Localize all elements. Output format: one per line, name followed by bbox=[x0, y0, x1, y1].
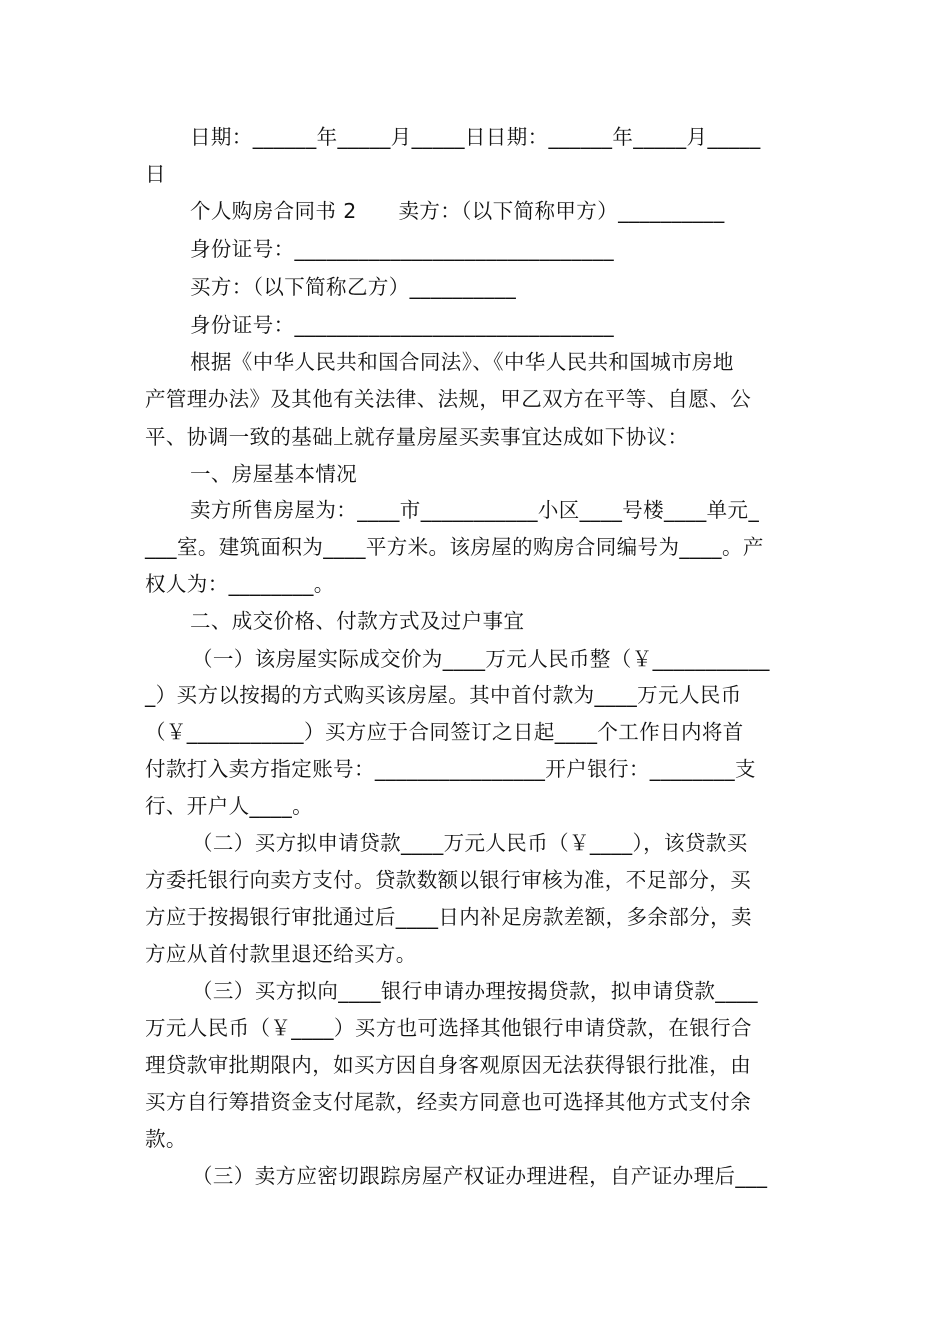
clause-3-line-3: 理贷款审批期限内，如买方因自身客观原因无法获得银行批准，由 bbox=[145, 1053, 752, 1077]
buyer-line: 买方：（以下简称乙方）__________ bbox=[190, 275, 517, 299]
date-line: 日期：______年_____月_____日日期：______年_____月_____ bbox=[190, 125, 761, 149]
property-line-3: 权人为：________。 bbox=[145, 572, 335, 596]
date-line-end: 日 bbox=[145, 162, 166, 186]
clause-3-line-5: 款。 bbox=[145, 1127, 187, 1151]
clause-1-line-1: （一）该房屋实际成交价为____万元人民币整（￥___________ bbox=[192, 647, 770, 671]
buyer-id-line: 身份证号：______________________________ bbox=[190, 313, 614, 337]
clause-3-line-4: 买方自行筹措资金支付尾款，经卖方同意也可选择其他方式支付余 bbox=[145, 1090, 752, 1114]
clause-1-line-5: 行、开户人____。 bbox=[145, 794, 313, 818]
section-heading-2: 二、成交价格、付款方式及过户事宜 bbox=[190, 609, 525, 633]
preamble-line-3: 平、协调一致的基础上就存量房屋买卖事宜达成如下协议： bbox=[145, 425, 689, 449]
clause-4-line-1: （三）卖方应密切跟踪房屋产权证办理进程，自产证办理后___ bbox=[192, 1164, 768, 1188]
property-line-2: ___室。建筑面积为____平方米。该房屋的购房合同编号为____。产 bbox=[145, 535, 764, 559]
clause-2-line-4: 方应从首付款里退还给买方。 bbox=[145, 942, 417, 966]
clause-1-line-4: 付款打入卖方指定账号：________________开户银行：________支 bbox=[145, 757, 756, 781]
section-heading-1: 一、房屋基本情况 bbox=[190, 462, 358, 486]
clause-3-line-1: （三）买方拟向____银行申请办理按揭贷款，拟申请贷款____ bbox=[192, 979, 758, 1003]
clause-1-line-2: _）买方以按揭的方式购买该房屋。其中首付款为____万元人民币 bbox=[145, 683, 742, 707]
clause-3-line-2: 万元人民币（￥____）买方也可选择其他银行申请贷款，在银行合 bbox=[145, 1016, 752, 1040]
property-line-1: 卖方所售房屋为：____市___________小区____号楼____单元_ bbox=[190, 498, 760, 522]
clause-2-line-2: 方委托银行向卖方支付。贷款数额以银行审核为准，不足部分，买 bbox=[145, 868, 752, 892]
preamble-line-2: 产管理办法》及其他有关法律、法规，甲乙双方在平等、自愿、公 bbox=[145, 387, 752, 411]
clause-1-line-3: （￥___________）买方应于合同签订之日起____个工作日内将首 bbox=[145, 720, 744, 744]
clause-2-line-1: （二）买方拟申请贷款____万元人民币（￥____），该贷款买 bbox=[192, 831, 748, 855]
seller-id-line: 身份证号：______________________________ bbox=[190, 237, 614, 261]
clause-2-line-3: 方应于按揭银行审批通过后____日内补足房款差额，多余部分，卖 bbox=[145, 905, 752, 929]
preamble-line-1: 根据《中华人民共和国合同法》、《中华人民共和国城市房地 bbox=[190, 350, 734, 374]
contract-title-seller-line: 个人购房合同书 2 卖方：（以下简称甲方）__________ bbox=[190, 199, 725, 223]
